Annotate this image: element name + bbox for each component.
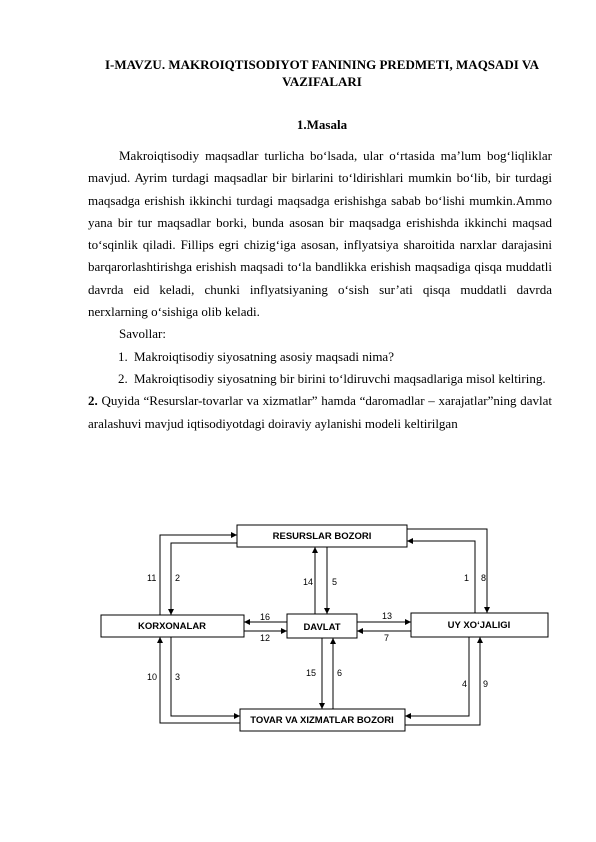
section-2-text: Quyida “Resurslar-tovarlar va xizmatlar” hamda “daromadlar – xarajatlar”ning davlat aralashuvi mavjud iqtisodiyotdagi doiraviy aylanishi modeli keltirilgan <box>88 393 552 431</box>
flow-arrow-2 <box>171 543 237 615</box>
label-goods-market: TOVAR VA XIZMATLAR BOZORI <box>250 715 394 726</box>
label-resources-market: RESURSLAR BOZORI <box>272 531 372 542</box>
flow-number-1: 1 <box>464 573 470 583</box>
flow-arrow-10 <box>160 637 240 723</box>
flow-arrow-4 <box>405 637 469 716</box>
label-households: UY XO‘JALIGI <box>447 620 511 631</box>
flow-number-16: 16 <box>260 612 271 622</box>
flow-number-2: 2 <box>175 573 181 583</box>
flow-number-4: 4 <box>462 679 468 689</box>
flow-number-8: 8 <box>481 573 487 583</box>
flow-number-9: 9 <box>483 679 489 689</box>
document-body <box>88 145 552 435</box>
flow-number-3: 3 <box>175 672 181 682</box>
flow-number-12: 12 <box>260 633 271 643</box>
flow-arrow-11 <box>160 535 237 615</box>
flow-number-5: 5 <box>332 577 338 587</box>
flow-number-7: 7 <box>384 633 390 643</box>
flow-number-11: 11 <box>147 573 157 583</box>
flow-number-10: 10 <box>147 672 158 682</box>
flow-number-15: 15 <box>306 668 317 678</box>
section-subtitle: 1.Masala <box>296 117 348 132</box>
flow-number-14: 14 <box>303 577 314 587</box>
question-item-1: 1. Makroiqtisodiy siyosatning asosiy maqsadi nima? <box>131 346 552 368</box>
question-item-2: 2. Makroiqtisodiy siyosatning bir birini to‘ldiruvchi maqsadlariga misol keltiring. <box>131 368 552 390</box>
flow-number-6: 6 <box>337 668 343 678</box>
page-title: I-MAVZU. MAKROIQTISODIYOT FANINING PREDMETI, MAQSADI VA VAZIFALARI <box>105 57 539 89</box>
circular-flow-diagram <box>0 515 596 745</box>
section-2-paragraph <box>88 390 552 435</box>
questions-list <box>88 346 552 391</box>
flow-arrow-3 <box>171 637 240 716</box>
questions-label: Savollar: <box>119 326 166 342</box>
label-state: DAVLAT <box>303 622 341 633</box>
section-2-number: 2. <box>88 393 98 409</box>
label-firms: KORXONALAR <box>137 621 207 632</box>
flow-number-13: 13 <box>382 611 393 621</box>
paragraph-1: Makroiqtisodiy maqsadlar turlicha bo‘lsada, ular o‘rtasida ma’lum bog‘liqliklar mavjud. Ayrim turdagi maqsadlar bir birlarini to‘ldirishlari mumkin bo‘lib, bir turdagi maqsadga erishish ikkinchi turdagi maqsadga erishishga sabab bo‘lishi mumkin.Ammo yana bir tur maqsadlar borki, bunda asosan bir maqsadga erishishda ikkinchi maqsad to‘sqinlik qiladi. Fillips egri chizig‘iga asosan, inflyatsiya sharoitida narxlar darajasini barqarorlashtirishga erishish maqsadi to‘la bandlikka erishish maqsadiga qisqa muddatli davrda eid keladi, chunki inflyatsiyaning o‘sish sur’ati qisqa muddatli davrda nerxlarning o‘sishiga olib keladi. <box>88 148 552 320</box>
